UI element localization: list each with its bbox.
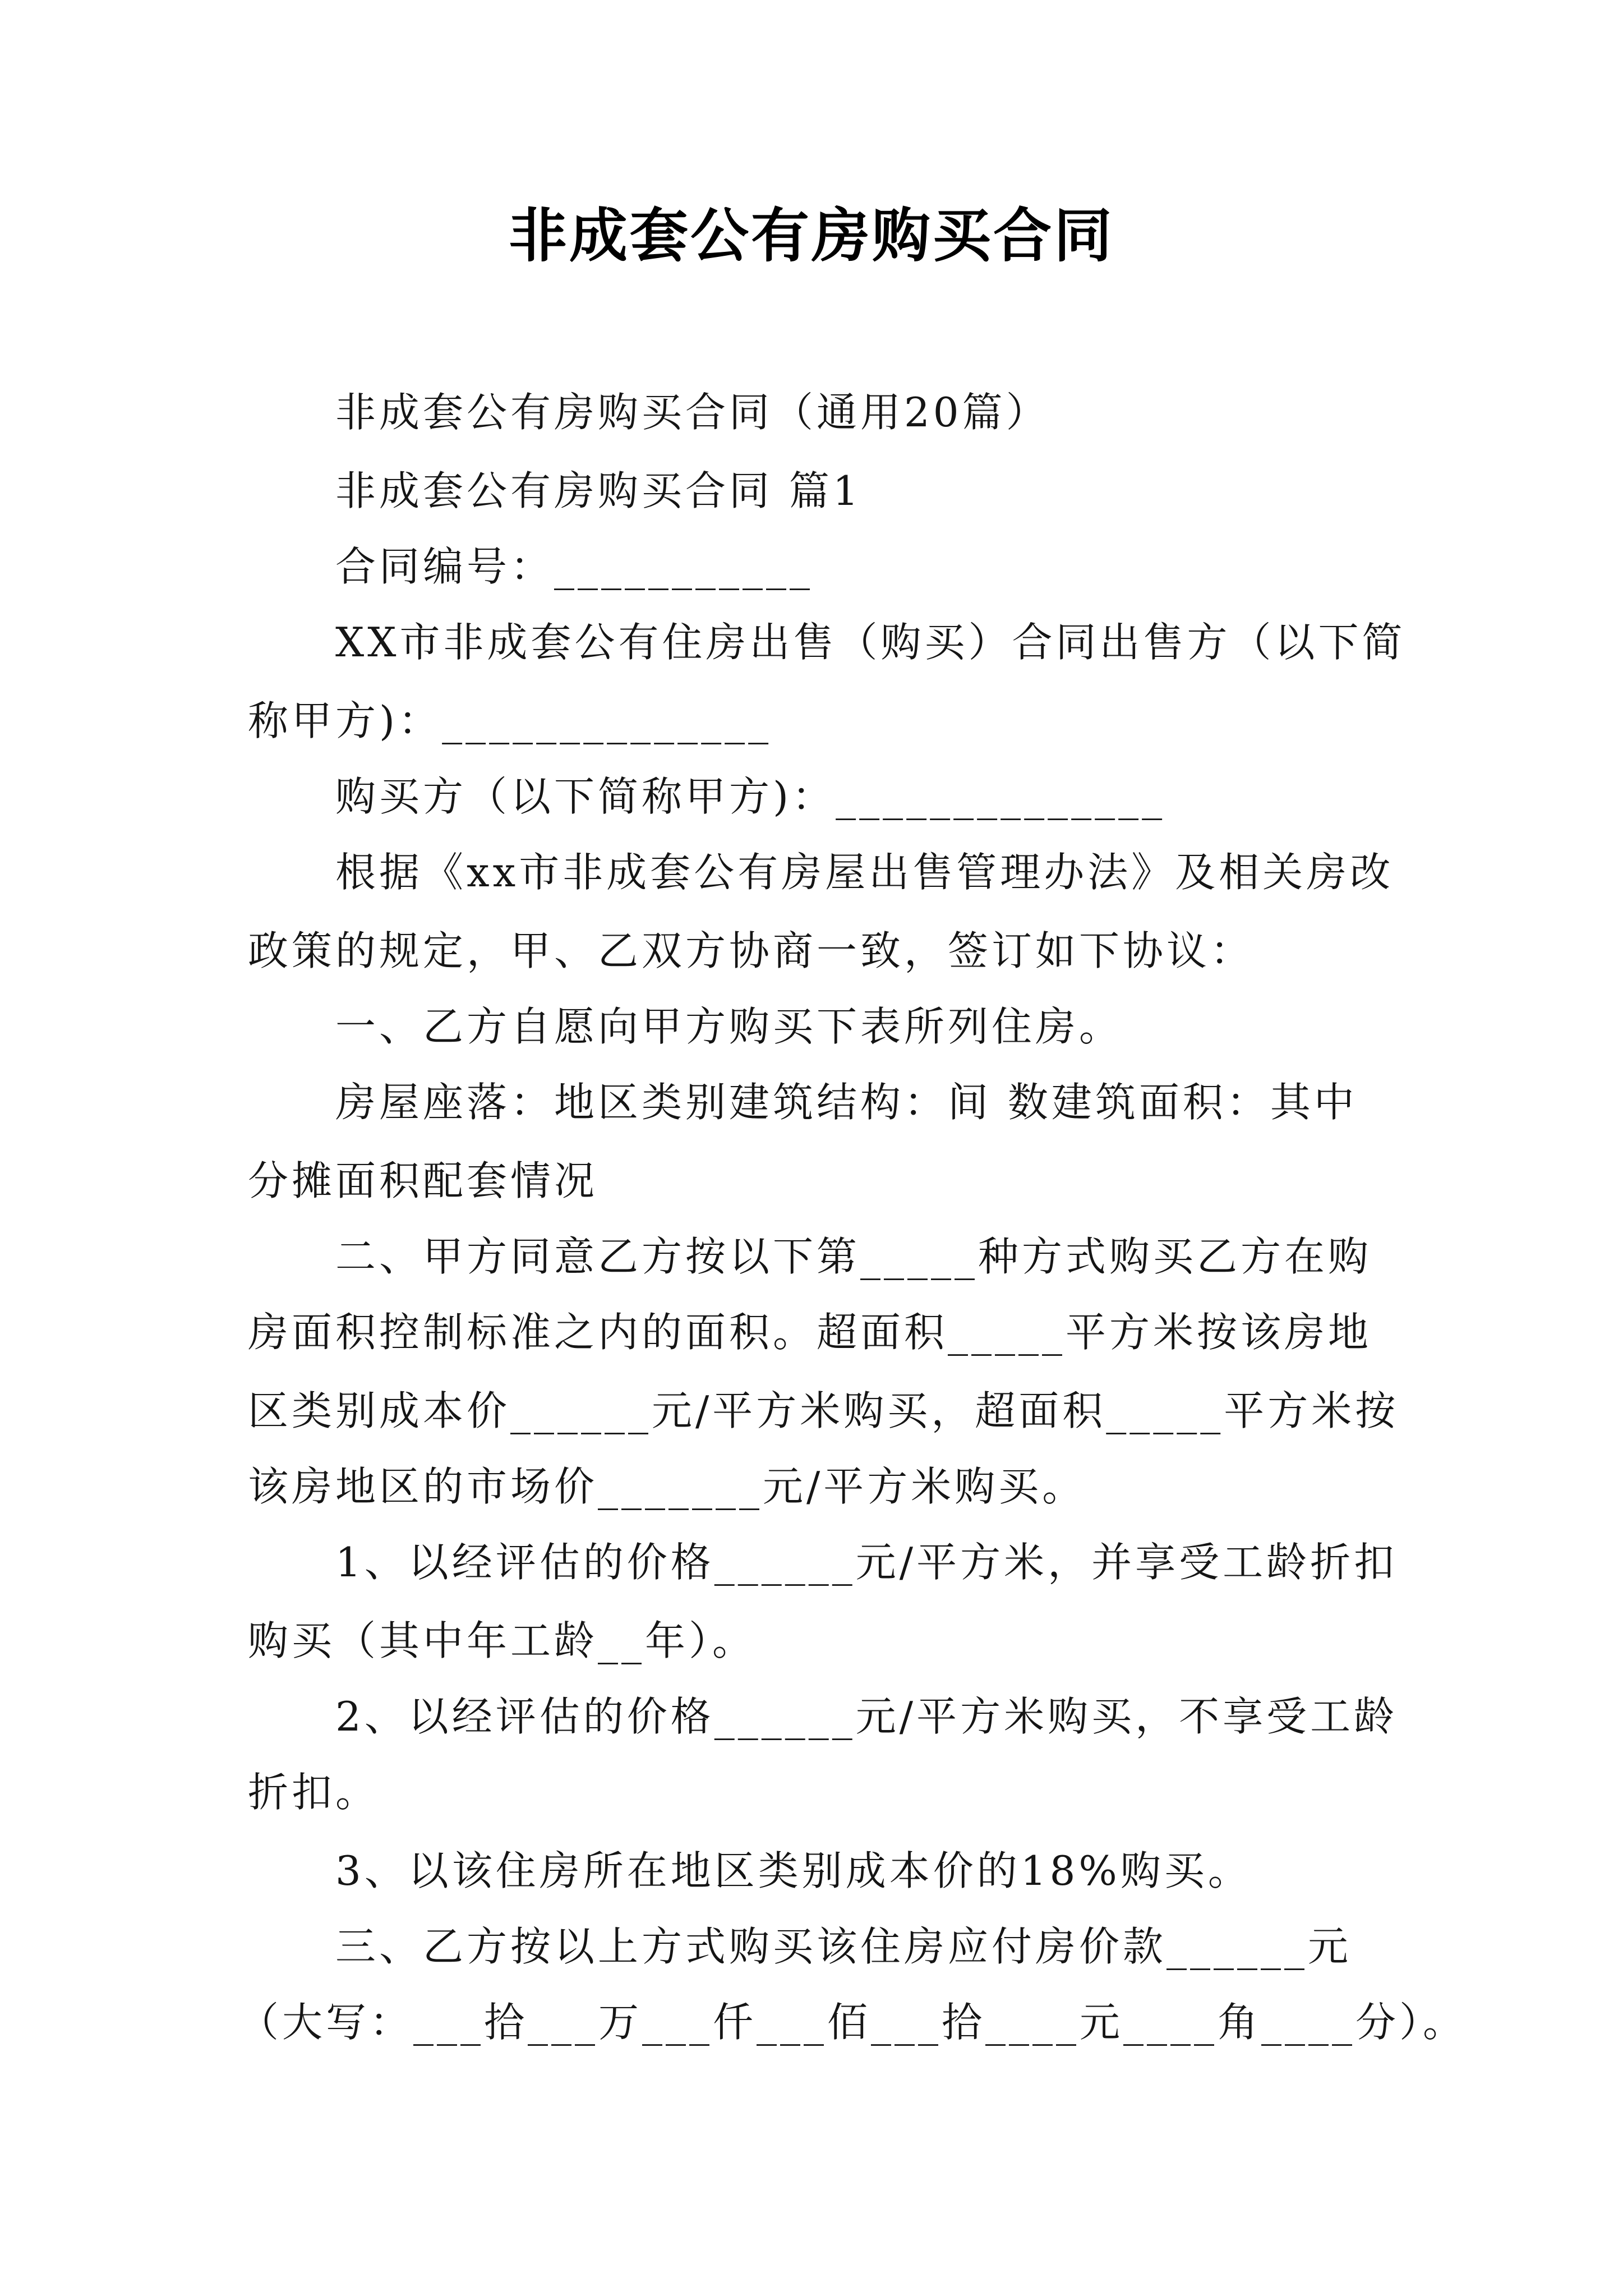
doc-line: 二、甲方同意乙方按以下第_____种方式购买乙方在购	[335, 1233, 1372, 1280]
doc-line: 房屋座落：地区类别建筑结构：间 数建筑面积：其中	[335, 1079, 1358, 1126]
doc-line: 购买（其中年工龄__年）。	[248, 1617, 757, 1664]
doc-line: 区类别成本价______元/平方米购买，超面积_____平方米按	[248, 1387, 1399, 1434]
doc-line: 2、以经评估的价格______元/平方米购买，不享受工龄	[335, 1693, 1398, 1740]
doc-line: 政策的规定，甲、乙双方协商一致，签订如下协议：	[248, 927, 1255, 974]
doc-line: 非成套公有房购买合同（通用20篇）	[335, 389, 1050, 436]
doc-line: 根据《xx市非成套公有房屋出售管理办法》及相关房改	[335, 849, 1394, 896]
doc-line: 非成套公有房购买合同 篇1	[335, 467, 862, 514]
doc-line: 购买方（以下简称甲方)：______________	[335, 773, 1166, 820]
doc-line: 一、乙方自愿向甲方购买下表所列住房。	[335, 1003, 1123, 1050]
doc-line: 3、以该住房所在地区类别成本价的18%购买。	[335, 1847, 1252, 1894]
page-title: 非成套公有房购买合同	[508, 201, 1114, 270]
doc-line: 称甲方)：______________	[248, 697, 772, 744]
doc-line: XX市非成套公有住房出售（购买）合同出售方（以下简	[335, 619, 1406, 666]
doc-line: 折扣。	[248, 1769, 380, 1816]
doc-line: 分摊面积配套情况	[248, 1157, 598, 1204]
doc-line: 三、乙方按以上方式购买该住房应付房价款______元	[335, 1923, 1352, 1970]
doc-line: 合同编号：___________	[335, 543, 814, 590]
doc-line: （大写：___拾___万___仟___佰___拾____元____角____分）。	[238, 1999, 1467, 2046]
doc-line: 该房地区的市场价_______元/平方米购买。	[248, 1463, 1086, 1510]
doc-line: 房面积控制标准之内的面积。超面积_____平方米按该房地	[248, 1309, 1372, 1356]
doc-line: 1、以经评估的价格______元/平方米，并享受工龄折扣	[335, 1539, 1398, 1586]
